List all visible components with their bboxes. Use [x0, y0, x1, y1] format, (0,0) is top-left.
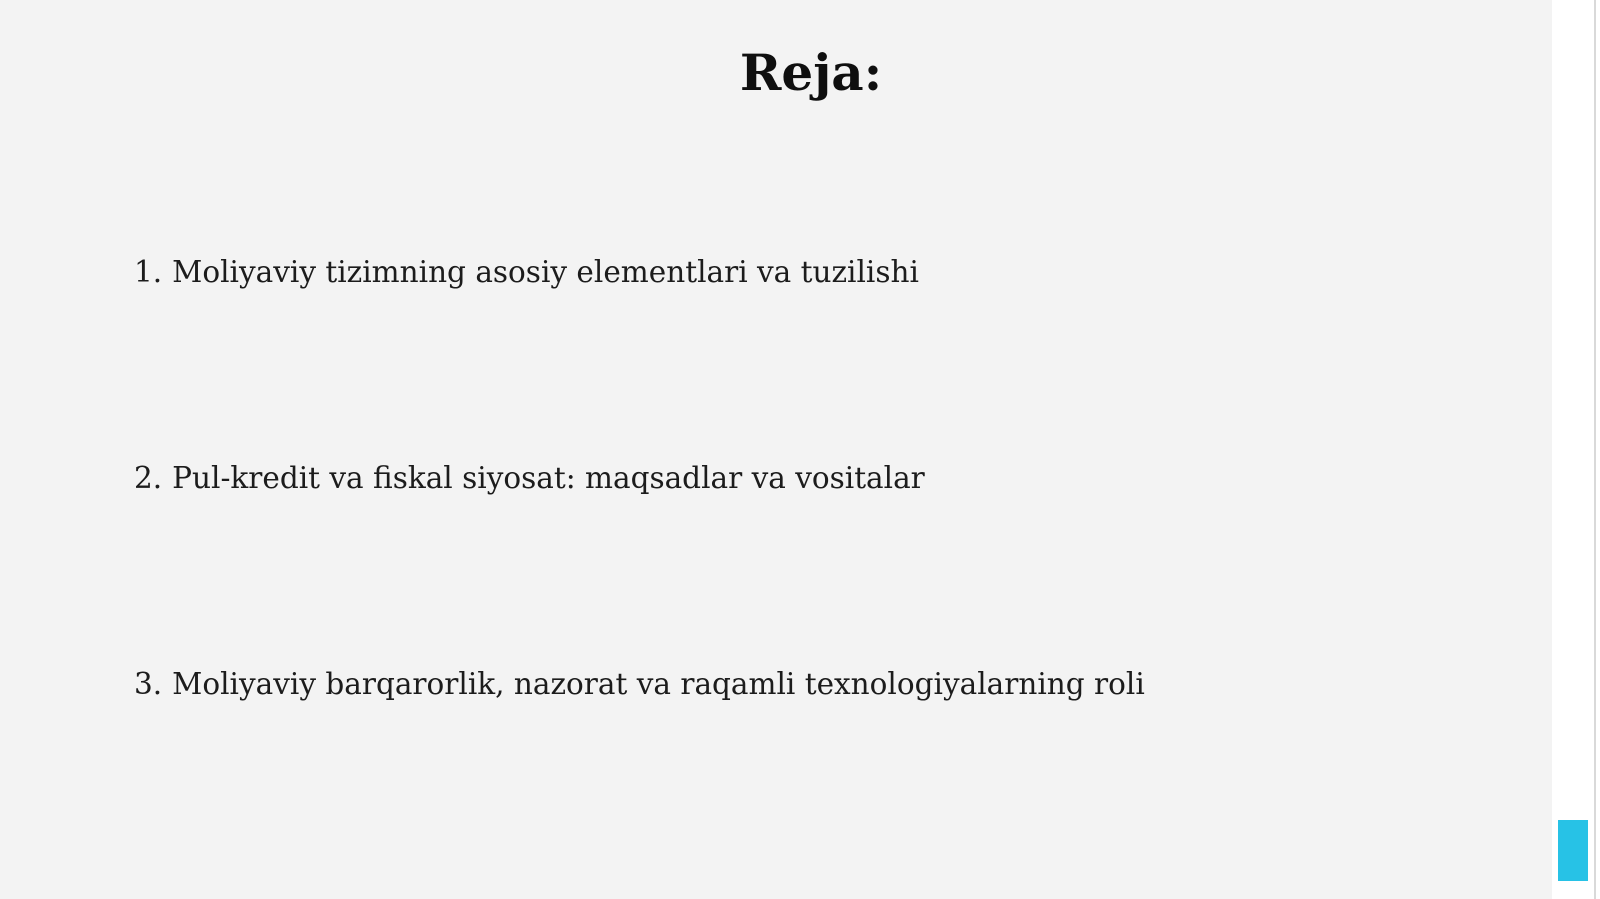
plan-item-text: Moliyaviy tizimning asosiy elementlari va tuzilishi: [172, 255, 919, 289]
plan-item: [134, 458, 925, 498]
plan-item-number: 3.: [134, 667, 163, 701]
plan-item-text: Pul-kredit va fiskal siyosat: maqsadlar va vositalar: [172, 461, 925, 495]
scrollbar-thumb[interactable]: [1558, 820, 1588, 881]
window-edge: [1594, 0, 1596, 899]
plan-item-number: 2.: [134, 461, 163, 495]
slide-title: Reja:: [739, 43, 883, 102]
plan-item: [134, 252, 919, 292]
plan-item: [134, 664, 1145, 704]
plan-item-number: 1.: [134, 255, 163, 289]
plan-item-text: Moliyaviy barqarorlik, nazorat va raqamli texnologiyalarning roli: [172, 667, 1145, 701]
